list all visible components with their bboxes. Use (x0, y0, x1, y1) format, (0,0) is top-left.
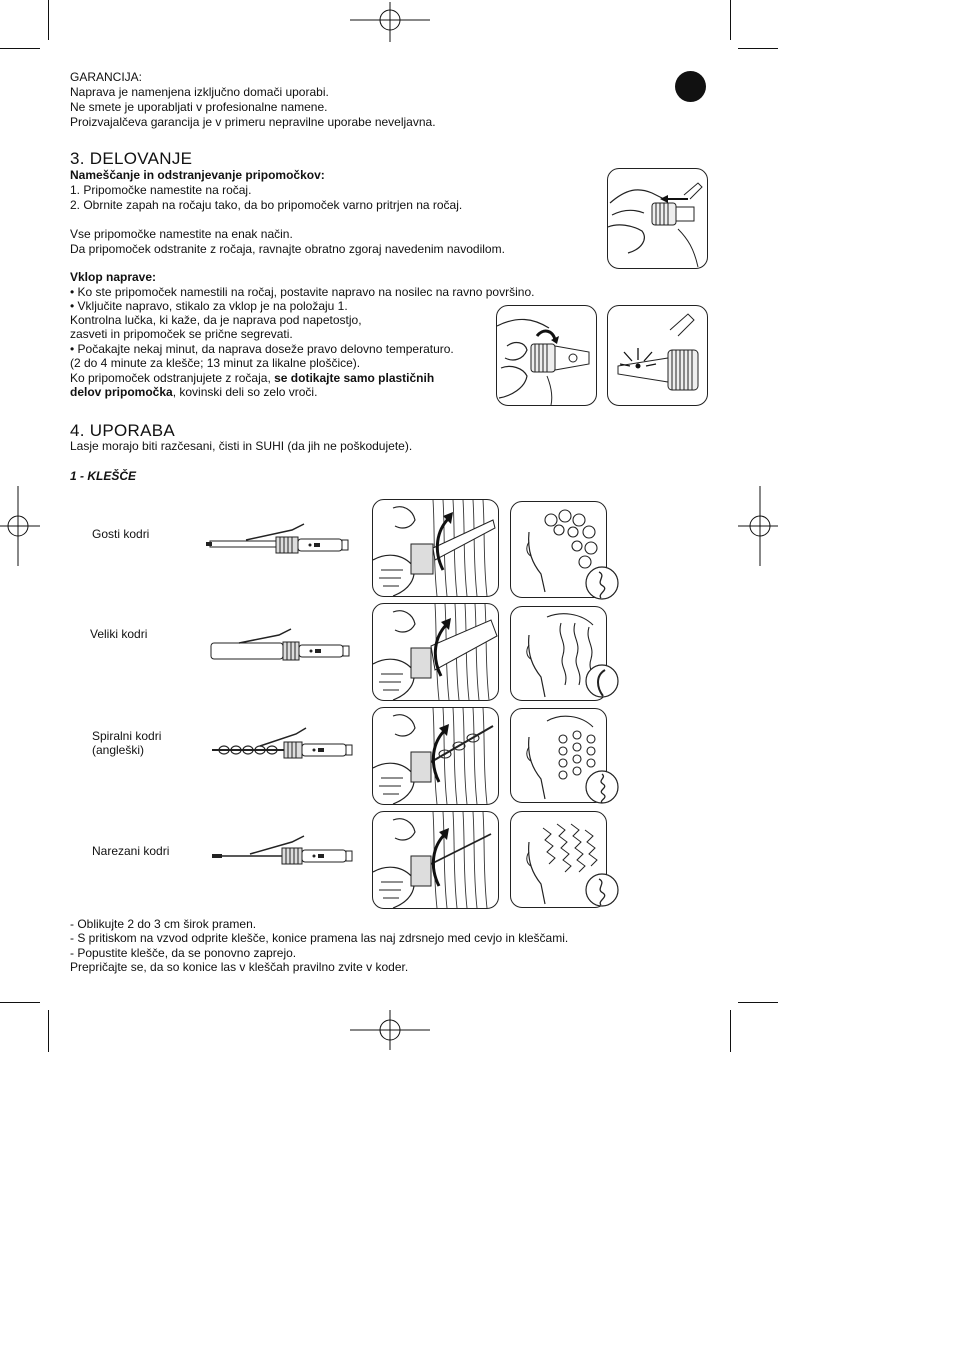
subheading-klesce: 1 - KLEŠČE (70, 469, 137, 483)
hair-sample-dense (585, 566, 620, 606)
garancija-line: Naprava je namenjena izključno domači uporabi. (70, 85, 329, 99)
crop-mark (48, 0, 49, 40)
crop-mark (738, 1002, 778, 1003)
illustration-curling-crimp (372, 811, 499, 909)
warning-line-2 (70, 385, 317, 400)
text-line: Vse pripomočke namestite na enak način. (70, 227, 293, 241)
subheading-vklop: Vklop naprave: (70, 270, 157, 284)
vklop-line: • Vključite napravo, stikalo za vklop je na položaju 1. (70, 299, 348, 313)
note-line: Prepričajte se, da so konice las v kleščah pravilno zvite v koder. (70, 960, 409, 974)
illustration-curling-large (372, 603, 499, 701)
warning-text: , kovinski deli so zelo vroči. (172, 385, 318, 399)
illustration-curling-dense (372, 499, 499, 597)
crop-mark (0, 1002, 40, 1003)
note-line: - Oblikujte 2 do 3 cm širok pramen. (70, 917, 257, 931)
vklop-line: • Počakajte nekaj minut, da naprava doseže pravo delovno temperaturo. (70, 342, 454, 356)
text-line: Da pripomoček odstranite z ročaja, ravnajte obratno zgoraj navedenim navodilom. (70, 242, 505, 256)
step-line: 2. Obrnite zapah na ročaju tako, da bo pripomoček varno pritrjen na ročaj. (70, 198, 463, 212)
tong-spiral-illustration (210, 726, 355, 771)
curl-type-label: Gosti kodri (92, 527, 150, 541)
registration-mark-right (738, 486, 778, 566)
registration-mark-bottom (350, 1010, 430, 1050)
vklop-line: Kontrolna lučka, ki kaže, da je naprava pod napetostjo, (70, 313, 362, 327)
note-line: - S pritiskom na vzvod odprite klešče, konice pramena las naj zdrsnejo med cevjo in kleščami. (70, 931, 569, 945)
registration-mark-left (0, 486, 40, 566)
illustration-attach-accessory (607, 168, 708, 269)
garancija-line: Proizvajalčeva garancija je v primeru nepravilne uporabe neveljavna. (70, 115, 436, 129)
tong-crimp-illustration (210, 832, 355, 877)
language-marker-dot (675, 71, 706, 102)
warning-line-1 (70, 371, 434, 386)
section-heading-uporaba: 4. UPORABA (70, 421, 176, 440)
crop-mark (48, 1010, 49, 1052)
crop-mark (730, 0, 731, 40)
step-line: 1. Pripomočke namestite na ročaj. (70, 183, 252, 197)
vklop-line: (2 do 4 minute za klešče; 13 minut za likalne ploščice). (70, 356, 361, 370)
garancija-line: Ne smete je uporabljati v profesionalne namene. (70, 100, 328, 114)
illustration-switch-on (496, 305, 597, 406)
curl-type-label: Narezani kodri (92, 844, 170, 858)
garancija-title: GARANCIJA: (70, 70, 143, 84)
crop-mark (738, 48, 778, 49)
uporaba-intro: Lasje morajo biti razčesani, čisti in SUHI (da jih ne poškodujete). (70, 439, 413, 453)
vklop-line: zasveti in pripomoček se prične segrevati. (70, 327, 293, 341)
illustration-indicator-light (607, 305, 708, 406)
subheading-namescanje: Nameščanje in odstranjevanje pripomočkov: (70, 168, 325, 182)
warning-text: Ko pripomoček odstranjujete z ročaja, (70, 371, 275, 385)
illustration-curling-spiral (372, 707, 499, 805)
curl-type-label: (angleški) (92, 743, 145, 757)
hair-sample-crimp (585, 873, 620, 913)
section-heading-delovanje: 3. DELOVANJE (70, 149, 193, 168)
curl-type-label: Spiralni kodri (92, 729, 162, 743)
tong-thin-illustration (206, 520, 351, 565)
warning-bold: delov pripomočka (70, 385, 173, 399)
crop-mark (0, 48, 40, 49)
hair-sample-large (585, 664, 620, 704)
crop-mark (730, 1010, 731, 1052)
hair-sample-spiral (585, 770, 620, 810)
registration-mark-top (350, 2, 430, 42)
vklop-line: • Ko ste pripomoček namestili na ročaj, postavite napravo na nosilec na ravno površino. (70, 285, 535, 299)
tong-large-illustration (209, 625, 354, 670)
warning-bold: se dotikajte samo plastičnih (274, 371, 435, 385)
note-line: - Popustite klešče, da se ponovno zaprejo. (70, 946, 297, 960)
curl-type-label: Veliki kodri (90, 627, 148, 641)
